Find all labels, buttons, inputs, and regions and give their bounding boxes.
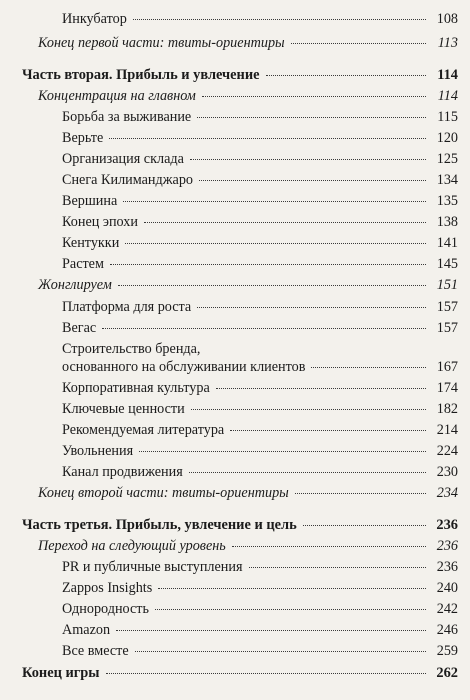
leader-dots xyxy=(158,588,426,589)
leader-dots xyxy=(139,451,426,452)
leader-dots xyxy=(216,388,426,389)
toc-entry-kilimanjaro[interactable] xyxy=(62,171,458,189)
leader-dots xyxy=(190,159,426,160)
toc-entry-part2[interactable] xyxy=(22,66,458,84)
toc-page-number: 174 xyxy=(436,380,458,396)
toc-entry-juggling[interactable] xyxy=(38,276,458,294)
toc-entry-focus[interactable] xyxy=(38,87,458,105)
toc-entry-title: Конец эпохи xyxy=(62,214,138,230)
leader-dots xyxy=(191,409,426,410)
toc-entry-end-of-era[interactable] xyxy=(62,213,458,231)
leader-dots xyxy=(106,673,426,674)
leader-dots xyxy=(295,493,426,494)
toc-page-number: 167 xyxy=(436,359,458,375)
toc-page-number: 114 xyxy=(437,67,458,83)
toc-entry-title: Часть вторая. Прибыль и увлечение xyxy=(22,67,260,83)
toc-entry-title: основанного на обслуживании клиентов xyxy=(62,359,306,375)
toc-entry-summit[interactable] xyxy=(62,192,458,210)
toc-entry-title: Конец игры xyxy=(22,665,100,681)
toc-entry-title: Борьба за выживание xyxy=(62,109,192,125)
leader-dots xyxy=(123,201,426,202)
toc-page-number: 240 xyxy=(436,580,458,596)
toc-entry-title: Ключевые ценности xyxy=(62,401,185,417)
toc-entry-core-values[interactable] xyxy=(62,400,458,418)
toc-page-number: 234 xyxy=(436,485,458,501)
toc-entry-warehouse[interactable] xyxy=(62,150,458,168)
toc-entry-reading-list[interactable] xyxy=(62,421,458,439)
leader-dots xyxy=(116,630,426,631)
toc-entry-next-level[interactable] xyxy=(38,537,458,555)
toc-entry-title: Конец второй части: твиты-ориентиры xyxy=(38,485,289,501)
toc-entry-title-line1: Строительство бренда, xyxy=(62,341,201,357)
toc-entry-kentucky[interactable] xyxy=(62,234,458,252)
leader-dots xyxy=(197,117,426,118)
toc-entry-title: Кентукки xyxy=(62,235,120,251)
leader-dots xyxy=(133,19,426,20)
toc-entry-title: Вегас xyxy=(62,320,97,336)
toc-entry-title: PR и публичные выступления xyxy=(62,559,243,575)
toc-page-number: 113 xyxy=(437,35,458,51)
toc-entry-growing[interactable] xyxy=(62,255,458,273)
toc-entry-layoffs[interactable] xyxy=(62,442,458,460)
leader-dots xyxy=(291,43,426,44)
toc-page-number: 262 xyxy=(436,665,458,681)
toc-entry-all-together[interactable] xyxy=(62,642,458,660)
leader-dots xyxy=(230,430,426,431)
toc-page-number: 236 xyxy=(436,538,458,554)
toc-entry-title: Платформа для роста xyxy=(62,299,192,315)
toc-page-number: 230 xyxy=(436,464,458,480)
toc-entry-title: Часть третья. Прибыль, увлечение и цель xyxy=(22,517,297,533)
toc-page-number: 138 xyxy=(436,214,458,230)
toc-entry-pr[interactable] xyxy=(62,558,458,576)
toc-page-number: 182 xyxy=(436,401,458,417)
toc-page-number: 214 xyxy=(436,422,458,438)
toc-entry-title: Все вместе xyxy=(62,643,129,659)
toc-entry-vegas[interactable] xyxy=(62,319,458,337)
toc-entry-title: Увольнения xyxy=(62,443,134,459)
toc-entry-amazon[interactable] xyxy=(62,621,458,639)
toc-entry-title: Верьте xyxy=(62,130,104,146)
toc-entry-incubator[interactable] xyxy=(62,10,458,28)
leader-dots xyxy=(199,180,426,181)
toc-entry-title: Однородность xyxy=(62,601,149,617)
toc-entry-title: Снега Килиманджаро xyxy=(62,172,194,188)
leader-dots xyxy=(202,96,426,97)
toc-entry-part1-end[interactable] xyxy=(38,34,458,52)
leader-dots xyxy=(303,525,426,526)
leader-dots xyxy=(189,472,426,473)
toc-entry-title: Zappos Insights xyxy=(62,580,153,596)
toc-page-number: 157 xyxy=(436,299,458,315)
toc-page-number: 108 xyxy=(436,11,458,27)
toc-page-number: 141 xyxy=(436,235,458,251)
toc-page-number: 157 xyxy=(436,320,458,336)
leader-dots xyxy=(311,367,426,368)
toc-entry-title: Корпоративная культура xyxy=(62,380,210,396)
leader-dots xyxy=(249,567,427,568)
toc-entry-alignment[interactable] xyxy=(62,600,458,618)
toc-page-number: 145 xyxy=(436,256,458,272)
toc-page-number: 114 xyxy=(437,88,458,104)
toc-entry-title: Жонглируем xyxy=(38,277,112,293)
toc-page-number: 134 xyxy=(436,172,458,188)
leader-dots xyxy=(197,307,426,308)
leader-dots xyxy=(110,264,426,265)
toc-entry-title: Организация склада xyxy=(62,151,184,167)
leader-dots xyxy=(102,328,426,329)
toc-entry-title: Переход на следующий уровень xyxy=(38,538,226,554)
toc-entry-title: Конец первой части: твиты-ориентиры xyxy=(38,35,285,51)
toc-entry-growth-platform[interactable] xyxy=(62,298,458,316)
toc-page-number: 242 xyxy=(436,601,458,617)
toc-page-number: 135 xyxy=(436,193,458,209)
toc-page-number: 151 xyxy=(436,277,458,293)
leader-dots xyxy=(109,138,426,139)
toc-entry-corporate-culture[interactable] xyxy=(62,379,458,397)
toc-page-number: 224 xyxy=(436,443,458,459)
toc-entry-title: Инкубатор xyxy=(62,11,127,27)
toc-entry-title: Amazon xyxy=(62,622,111,638)
leader-dots xyxy=(232,546,426,547)
toc-page-number: 120 xyxy=(436,130,458,146)
toc-entry-survival[interactable] xyxy=(62,108,458,126)
toc-entry-title: Растем xyxy=(62,256,104,272)
leader-dots xyxy=(144,222,426,223)
leader-dots xyxy=(125,243,426,244)
toc-entry-title: Концентрация на главном xyxy=(38,88,196,104)
toc-entry-pipeline[interactable] xyxy=(62,463,458,481)
toc-entry-zappos-insights[interactable] xyxy=(62,579,458,597)
toc-entry-title: Рекомендуемая литература xyxy=(62,422,225,438)
toc-entry-title: Вершина xyxy=(62,193,118,209)
leader-dots xyxy=(266,75,426,76)
toc-page-number: 236 xyxy=(436,559,458,575)
leader-dots xyxy=(155,609,426,610)
toc-entry-believe[interactable] xyxy=(62,129,458,147)
toc-entry-part3[interactable] xyxy=(22,516,458,534)
leader-dots xyxy=(118,285,426,286)
toc-page-number: 236 xyxy=(436,517,458,533)
leader-dots xyxy=(135,651,426,652)
toc-entry-brand-building[interactable] xyxy=(62,358,458,376)
toc-entry-end-game[interactable] xyxy=(22,664,458,682)
toc-entry-part2-end[interactable] xyxy=(38,484,458,502)
toc-entry-title: Канал продвижения xyxy=(62,464,183,480)
toc-page-number: 259 xyxy=(436,643,458,659)
toc-page-number: 246 xyxy=(436,622,458,638)
toc-page-number: 115 xyxy=(437,109,458,125)
toc-page-number: 125 xyxy=(436,151,458,167)
